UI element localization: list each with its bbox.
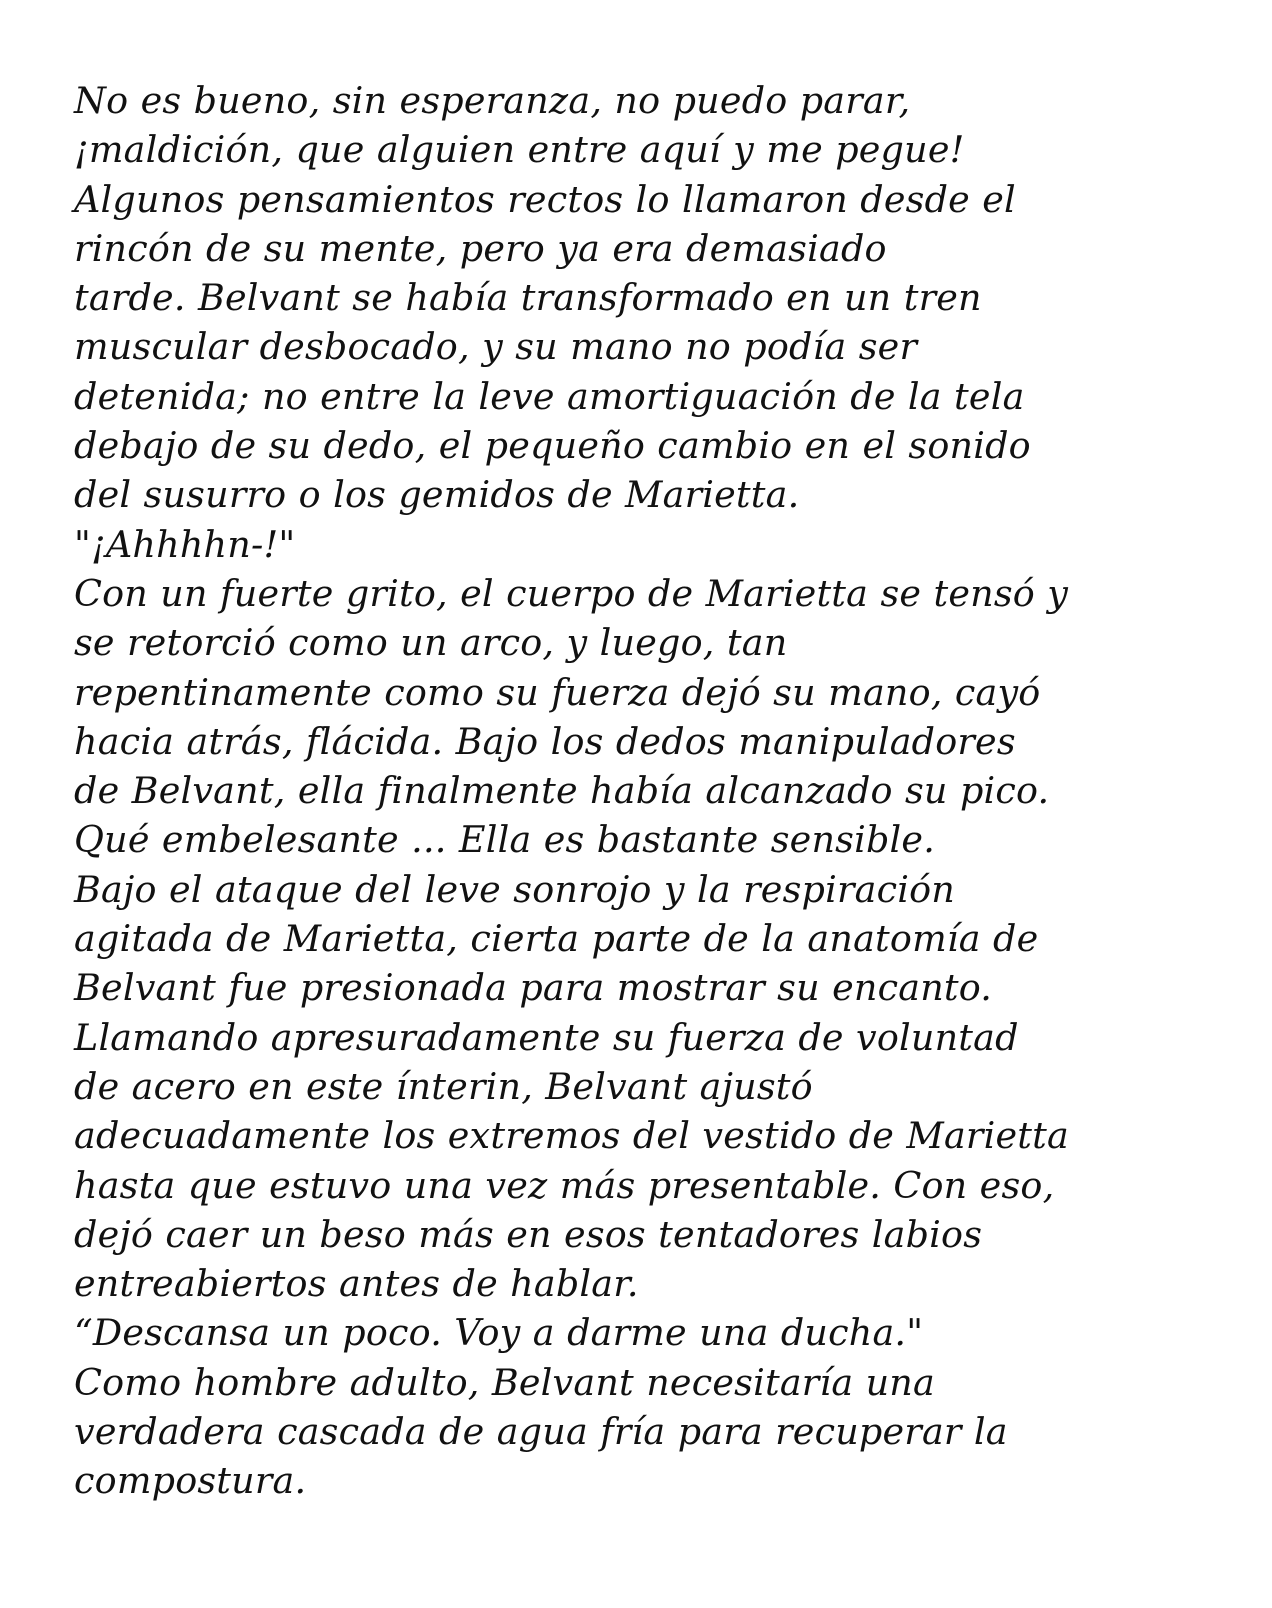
document-body bbox=[74, 76, 1214, 1506]
text-line: Con un fuerte grito, el cuerpo de Marietta se tensó y bbox=[74, 571, 1069, 615]
text-line: Como hombre adulto, Belvant necesitaría una bbox=[74, 1360, 935, 1404]
text-line: rincón de su mente, pero ya era demasiado bbox=[74, 226, 887, 270]
text-line: hasta que estuvo una vez más presentable. Con eso, bbox=[74, 1163, 1055, 1207]
text-line: repentinamente como su fuerza dejó su mano, cayó bbox=[74, 670, 1041, 714]
text-line: Belvant fue presionada para mostrar su encanto. bbox=[74, 966, 993, 1010]
text-line: hacia atrás, flácida. Bajo los dedos manipuladores bbox=[74, 719, 1016, 763]
text-line: tarde. Belvant se había transformado en un tren bbox=[74, 276, 982, 320]
text-line: adecuadamente los extremos del vestido de Marietta bbox=[74, 1114, 1069, 1158]
text-line: detenida; no entre la leve amortiguación de la tela bbox=[74, 374, 1025, 418]
text-line: No es bueno, sin esperanza, no puedo parar, bbox=[74, 79, 911, 122]
text-line: agitada de Marietta, cierta parte de la anatomía de bbox=[74, 917, 1039, 961]
dialogue-line: “Descansa un poco. Voy a darme una ducha." bbox=[74, 1311, 924, 1355]
text-line: de acero en este ínterin, Belvant ajustó bbox=[74, 1064, 813, 1108]
text-line: entreabiertos antes de hablar. bbox=[74, 1262, 639, 1306]
text-line: Llamando apresuradamente su fuerza de voluntad bbox=[74, 1015, 1019, 1059]
text-line: Qué embelesante ... Ella es bastante sensible. bbox=[74, 818, 936, 862]
text-line: ¡maldición, que alguien entre aquí y me pegue! bbox=[74, 128, 965, 172]
text-line: se retorció como un arco, y luego, tan bbox=[74, 621, 788, 665]
dialogue-line: "¡Ahhhhn-!" bbox=[74, 522, 296, 566]
text-line: Algunos pensamientos rectos lo llamaron desde el bbox=[74, 177, 1016, 221]
text-line: de Belvant, ella finalmente había alcanzado su pico. bbox=[74, 769, 1050, 813]
text-line: del susurro o los gemidos de Marietta. bbox=[74, 473, 800, 517]
text-line: Bajo el ataque del leve sonrojo y la respiración bbox=[74, 867, 955, 911]
text-line: compostura. bbox=[74, 1459, 307, 1503]
text-line: dejó caer un beso más en esos tentadores labios bbox=[74, 1212, 983, 1256]
text-line: muscular desbocado, y su mano no podía ser bbox=[74, 325, 918, 369]
text-line: verdadera cascada de agua fría para recuperar la bbox=[74, 1410, 1008, 1454]
text-line: debajo de su dedo, el pequeño cambio en el sonido bbox=[74, 424, 1031, 468]
